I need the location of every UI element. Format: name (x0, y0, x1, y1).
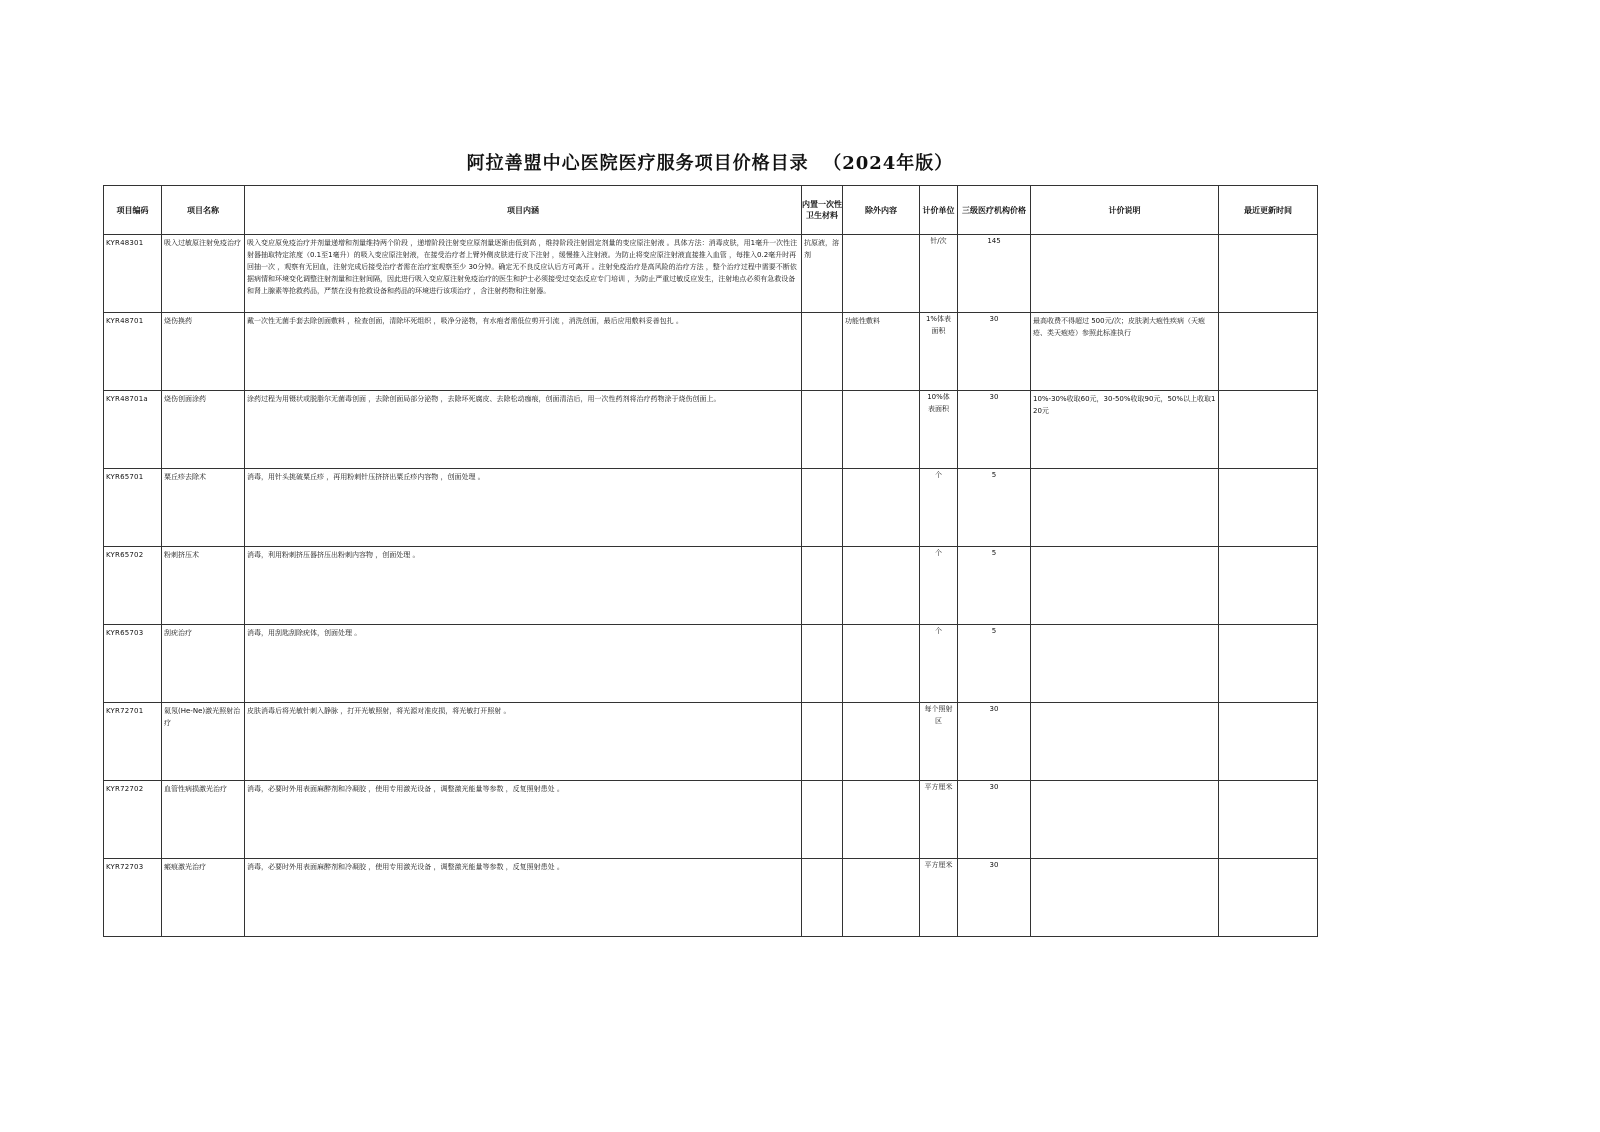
item-name: 烧伤创面涂药 (164, 395, 206, 403)
item-content: 戴一次性无菌手套去除创面敷料 ，检查创面，清除坏死组织 ，吸净分泌物，有水疱者需低位剪开引流 ，消洗创面，最后应用敷料妥善包扎 。 (247, 317, 683, 325)
cell-unit (920, 391, 958, 469)
cell-price (958, 625, 1031, 703)
item-updated (1219, 703, 1317, 705)
item-unit: 平方厘米 (924, 783, 953, 791)
cell-excluded (843, 391, 920, 469)
cell-note (1031, 703, 1219, 781)
cell-code (104, 235, 162, 313)
item-content: 消毒，必要时外用表面麻醉剂和冷凝胶 ，使用专用激光设备 ，调整激光能量等参数 ，反复照射患处 。 (247, 863, 564, 871)
item-price: 30 (989, 705, 999, 713)
cell-updated (1219, 625, 1318, 703)
item-price: 30 (989, 861, 999, 869)
cell-content (245, 469, 802, 547)
cell-disposable (802, 235, 843, 313)
item-note (1031, 547, 1218, 549)
item-updated (1219, 781, 1317, 783)
cell-excluded (843, 313, 920, 391)
item-content: 皮肤消毒后将光敏针刺入静脉 ，打开光敏照射，将光源对准皮损，将光敏打开照射 。 (247, 707, 511, 715)
item-disposable (802, 469, 842, 471)
cell-disposable (802, 703, 843, 781)
item-name: 氦氖(He-Ne)激光照射治疗 (164, 707, 241, 727)
header-unit: 计价单位 (920, 186, 958, 235)
item-unit: 个 (935, 471, 942, 479)
item-updated (1219, 859, 1317, 861)
item-content: 消毒，必要时外用表面麻醉剂和冷凝胶 ，使用专用激光设备 ，调整激光能量等参数 ，反复照射患处 。 (247, 785, 564, 793)
table-row (104, 703, 1318, 781)
cell-content (245, 625, 802, 703)
table-row (104, 391, 1318, 469)
cell-updated (1219, 391, 1318, 469)
item-disposable (802, 547, 842, 549)
cell-price (958, 781, 1031, 859)
cell-updated (1219, 313, 1318, 391)
cell-note (1031, 391, 1219, 469)
item-excluded (843, 547, 919, 549)
cell-unit (920, 235, 958, 313)
item-excluded (843, 391, 919, 393)
cell-unit (920, 547, 958, 625)
item-price: 30 (989, 393, 999, 401)
cell-excluded (843, 625, 920, 703)
item-excluded (843, 469, 919, 471)
cell-disposable (802, 469, 843, 547)
cell-unit (920, 859, 958, 937)
cell-disposable (802, 625, 843, 703)
item-excluded (843, 781, 919, 783)
item-code: KYR48701 (106, 317, 144, 325)
cell-disposable (802, 859, 843, 937)
item-unit: 10%体表面积 (927, 393, 950, 413)
cell-content (245, 391, 802, 469)
item-note (1031, 625, 1218, 627)
cell-name (162, 703, 245, 781)
item-excluded (843, 703, 919, 705)
cell-disposable (802, 781, 843, 859)
cell-price (958, 859, 1031, 937)
item-code: KYR65703 (106, 629, 144, 637)
item-disposable: 抗原液，溶剂 (804, 239, 839, 259)
item-code: KYR48301 (106, 239, 144, 247)
item-excluded (843, 235, 919, 237)
table-row (104, 781, 1318, 859)
cell-note (1031, 547, 1219, 625)
cell-disposable (802, 391, 843, 469)
header-content: 项目内涵 (245, 186, 802, 235)
table-row (104, 859, 1318, 937)
item-note (1031, 703, 1218, 705)
table-row (104, 547, 1318, 625)
cell-note (1031, 469, 1219, 547)
cell-note (1031, 781, 1219, 859)
item-unit: 针/次 (930, 237, 947, 245)
item-content: 消毒，用针头挑破粟丘疹 ，再用粉刺针压挤挤出粟丘疹内容物 ，创面处理 。 (247, 473, 485, 481)
header-price: 三级医疗机构价格 (958, 186, 1031, 235)
cell-updated (1219, 703, 1318, 781)
cell-excluded (843, 469, 920, 547)
cell-unit (920, 469, 958, 547)
item-disposable (802, 703, 842, 705)
cell-price (958, 547, 1031, 625)
item-excluded (843, 859, 919, 861)
cell-disposable (802, 547, 843, 625)
table-row (104, 235, 1318, 313)
cell-name (162, 391, 245, 469)
cell-content (245, 781, 802, 859)
header-disposable: 内置一次性卫生材料 (802, 186, 843, 235)
item-unit: 平方厘米 (924, 861, 953, 869)
cell-updated (1219, 235, 1318, 313)
item-updated (1219, 313, 1317, 315)
table-row (104, 469, 1318, 547)
item-name: 血管性病损激光治疗 (164, 785, 227, 793)
cell-code (104, 313, 162, 391)
item-code: KYR72701 (106, 707, 144, 715)
item-unit: 个 (935, 549, 942, 557)
header-code: 项目编码 (104, 186, 162, 235)
document-title: 阿拉善盟中心医院医疗服务项目价格目录 （2024年版） (466, 153, 954, 174)
item-disposable (802, 625, 842, 627)
item-content: 涂药过程为用镊状或脱脂尔无菌毒创面 ，去除创面局部分泌物 ，去除坏死腐皮、去除松动痂痕，创面清洁后，用一次性药剂将治疗药物涂于烧伤创面上。 (247, 395, 721, 403)
cell-content (245, 703, 802, 781)
cell-price (958, 391, 1031, 469)
item-disposable (802, 313, 842, 315)
cell-name (162, 859, 245, 937)
header-updated: 最近更新时间 (1219, 186, 1318, 235)
item-price: 5 (991, 627, 997, 635)
cell-unit (920, 781, 958, 859)
price-table (103, 185, 1318, 937)
item-disposable (802, 781, 842, 783)
cell-code (104, 859, 162, 937)
item-name: 刮疣治疗 (164, 629, 192, 637)
item-price: 30 (989, 315, 999, 323)
cell-note (1031, 313, 1219, 391)
cell-content (245, 235, 802, 313)
item-name: 瘢痕激光治疗 (164, 863, 206, 871)
item-name: 粉刺挤压术 (164, 551, 199, 559)
item-unit: 个 (935, 627, 942, 635)
cell-price (958, 469, 1031, 547)
cell-excluded (843, 781, 920, 859)
cell-note (1031, 859, 1219, 937)
item-content: 消毒，用刮匙刮除疣体，创面处理 。 (247, 629, 362, 637)
item-price: 5 (991, 471, 997, 479)
cell-name (162, 547, 245, 625)
cell-excluded (843, 859, 920, 937)
cell-name (162, 781, 245, 859)
cell-code (104, 703, 162, 781)
item-note (1031, 781, 1218, 783)
cell-code (104, 625, 162, 703)
cell-content (245, 313, 802, 391)
header-excluded: 除外内容 (843, 186, 920, 235)
cell-name (162, 625, 245, 703)
item-code: KYR48701a (106, 395, 148, 403)
item-unit: 1%体表面积 (925, 315, 952, 335)
item-updated (1219, 235, 1317, 237)
cell-content (245, 547, 802, 625)
item-name: 吸入过敏原注射免疫治疗 (164, 239, 241, 247)
item-code: KYR65701 (106, 473, 144, 481)
cell-updated (1219, 781, 1318, 859)
cell-name (162, 469, 245, 547)
item-excluded: 功能性敷料 (845, 317, 880, 325)
cell-excluded (843, 235, 920, 313)
item-note (1031, 859, 1218, 861)
item-excluded (843, 625, 919, 627)
header-note: 计价说明 (1031, 186, 1219, 235)
item-disposable (802, 859, 842, 861)
item-name: 粟丘疹去除术 (164, 473, 206, 481)
cell-updated (1219, 859, 1318, 937)
cell-note (1031, 625, 1219, 703)
cell-unit (920, 625, 958, 703)
item-code: KYR72703 (106, 863, 144, 871)
cell-excluded (843, 703, 920, 781)
cell-name (162, 235, 245, 313)
table-header-row (104, 186, 1318, 235)
item-unit: 每个照射区 (924, 705, 953, 725)
table-row (104, 313, 1318, 391)
item-name: 烧伤换药 (164, 317, 192, 325)
item-updated (1219, 547, 1317, 549)
item-price: 30 (989, 783, 999, 791)
cell-price (958, 703, 1031, 781)
cell-code (104, 469, 162, 547)
item-price: 5 (991, 549, 997, 557)
item-note: 10%-30%收取60元，30-50%收取90元，50%以上收取120元 (1033, 395, 1216, 415)
cell-name (162, 313, 245, 391)
cell-excluded (843, 547, 920, 625)
cell-price (958, 235, 1031, 313)
cell-unit (920, 313, 958, 391)
item-note (1031, 469, 1218, 471)
cell-code (104, 781, 162, 859)
cell-note (1031, 235, 1219, 313)
header-name: 项目名称 (162, 186, 245, 235)
cell-updated (1219, 469, 1318, 547)
item-updated (1219, 391, 1317, 393)
cell-code (104, 547, 162, 625)
item-content: 消毒，利用粉刺挤压器挤压出粉刺内容物 ，创面处理 。 (247, 551, 420, 559)
table-row (104, 625, 1318, 703)
cell-price (958, 313, 1031, 391)
item-note: 最高收费不得超过 500元/次；皮肤剥大疱性疾病（天疱疮、类天疱疮）参照此标准执行 (1033, 317, 1205, 337)
item-code: KYR72702 (106, 785, 144, 793)
item-price: 145 (987, 237, 1001, 245)
item-content: 吸入变应原免疫治疗并剂量递增和剂量维持两个阶段 ，递增阶段注射变应原剂量逐渐由低到高 ，维持阶段注射固定剂量的变应原注射液 。具体方法：消毒皮肤，用1毫升一次性注射器抽取特定浓度（0.1至1毫升）的吸入变应原注射液，在接受治疗者上臂外侧皮肤进行皮下注射 ，缓慢推入注射液。为防止将变应原注射液直接推入血管 ，每推入0.2毫升时再回抽一次 ，观察有无回血，注射完成后接受治疗者需在治疗室观察至少 30分钟。确定无不良反应认后方可离开 。注射免疫治疗是高风险的治疗方法 ，整个治疗过程中需要不断依据病情和环境变化调整注射剂量和注射间隔，因此进行吸入变应原注射免疫治疗的医生和护士必须接受过变态反应专门培训 ，为防止严重过敏反应发生，注射地点必须有急救设备和肾上腺素等抢救药品，严禁在没有抢救设备和药品的环境进行该项治疗 ，含注射药物和注射器。 (247, 239, 798, 295)
cell-updated (1219, 547, 1318, 625)
cell-code (104, 391, 162, 469)
item-note (1031, 235, 1218, 237)
item-updated (1219, 469, 1317, 471)
cell-disposable (802, 313, 843, 391)
cell-content (245, 859, 802, 937)
item-code: KYR65702 (106, 551, 144, 559)
item-disposable (802, 391, 842, 393)
cell-unit (920, 703, 958, 781)
item-updated (1219, 625, 1317, 627)
